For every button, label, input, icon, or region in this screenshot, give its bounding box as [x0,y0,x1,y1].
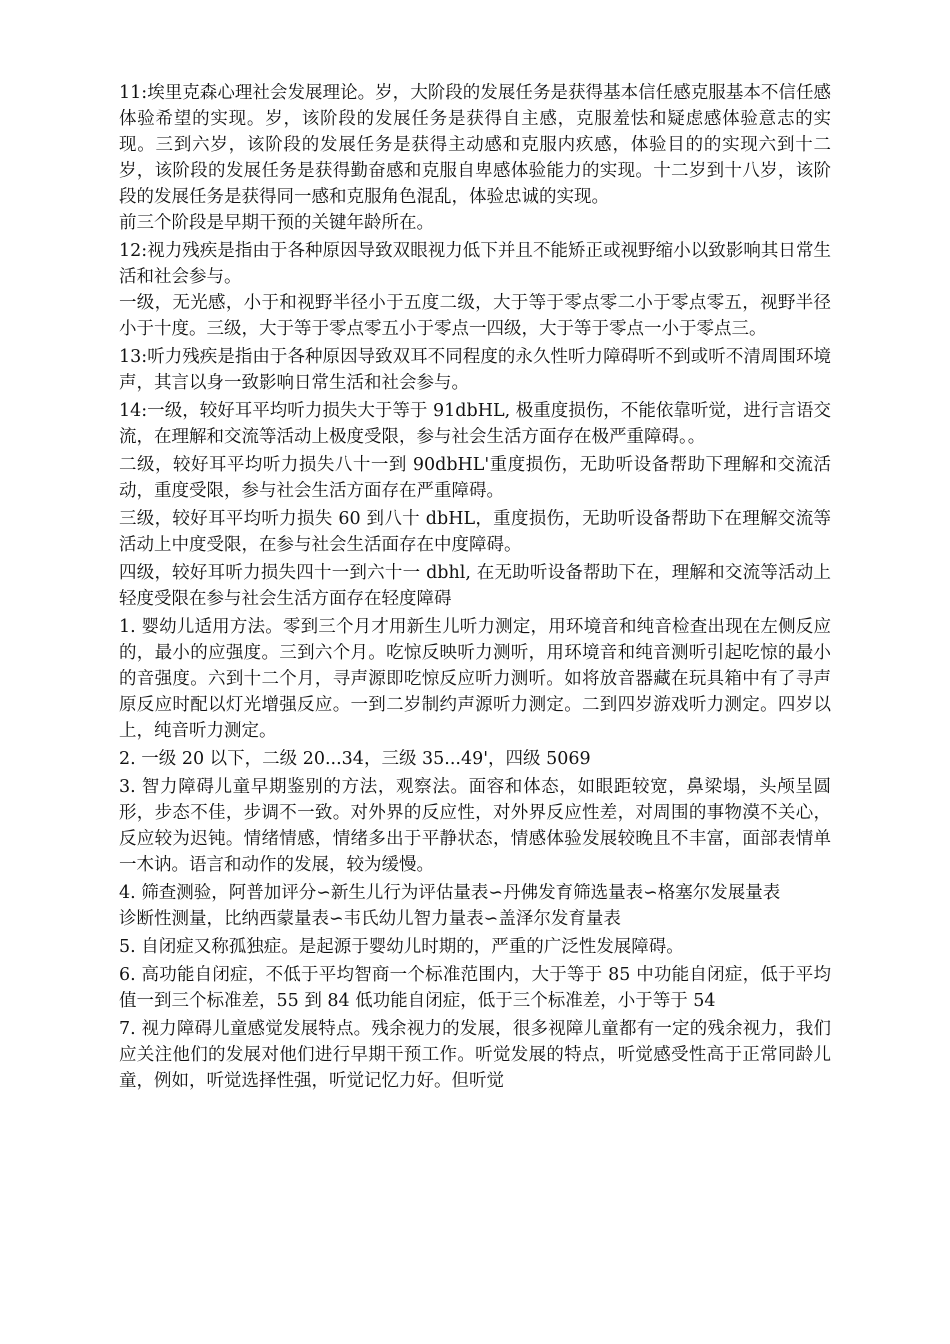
paragraph-early-intervention: 前三个阶段是早期干预的关键年龄所在。 [119,213,434,233]
paragraph-item-1: 1. 婴幼儿适用方法。零到三个月才用新生儿听力测定，用环境音和纯音检查出现在左侧反应的，最小的应强度。三到六个月。吃惊反映听力测听，用环境音和纯音测听引起吃惊的最小的音强度。六到十二个月，寻声源即吃惊反应听力测听。如将放音器藏在玩具箱中有了寻声原反应时配以灯光增强反应。一到二岁制约声源听力测定。二到四岁游戏听力测定。四岁以上，纯音听力测定。 [119,617,831,741]
paragraph-item-7: 7. 视力障碍儿童感觉发展特点。残余视力的发展，很多视障儿童都有一定的残余视力，我们应关注他们的发展对他们进行早期干预工作。听觉发展的特点，听觉感受性高于正常同龄儿童，例如，听觉选择性强，听觉记忆力好。但听觉 [119,1019,831,1091]
paragraph-item-6: 6. 高功能自闭症，不低于平均智商一个标准范围内，大于等于 85 中功能自闭症，低于平均值一到三个标准差，55 到 84 低功能自闭症，低于三个标准差，小于等于 54 [119,965,831,1011]
paragraph-hearing-level-4: 四级，较好耳听力损失四十一到六十一 dbhl, 在无助听设备帮助下在，理解和交流等活动上轻度受限在参与社会生活方面存在轻度障碍 [119,563,831,609]
paragraph-diagnostic-tests: 诊断性测量，比纳西蒙量表∽韦氏幼儿智力量表∽盖泽尔发育量表 [119,909,621,929]
paragraph-item-4: 4. 筛查测验，阿普加评分∽新生儿行为评估量表∽丹佛发育筛选量表∽格塞尔发展量表 [119,883,781,903]
paragraph-hearing-level-3: 三级，较好耳平均听力损失 60 到八十 dbHL，重度损伤，无助听设备帮助下在理解交流等活动上中度受限，在参与社会生活面存在中度障碍。 [119,509,831,555]
paragraph-hearing-level-1: 14:一级，较好耳平均听力损失大于等于 91dbHL, 极重度损伤，不能依靠听觉，进行言语交流，在理解和交流等活动上极度受限，参与社会生活方面存在极严重障碍。。 [119,401,831,447]
paragraph-item-5: 5. 自闭症又称孤独症。是起源于婴幼儿时期的，严重的广泛性发展障碍。 [119,937,684,957]
paragraph-visual-disability-levels: 一级，无光感，小于和视野半径小于五度二级，大于等于零点零二小于零点零五，视野半径小于十度。三级，大于等于零点零五小于零点一四级，大于等于零点一小于零点三。 [119,293,831,339]
paragraph-hearing-level-2: 二级，较好耳平均听力损失八十一到 90dbHL'重度损伤，无助听设备帮助下理解和交流活动，重度受限，参与社会生活方面存在严重障碍。 [119,455,831,501]
paragraph-hearing-disability-definition: 13:听力残疾是指由于各种原因导致双耳不同程度的永久性听力障碍听不到或听不清周围环境声，其言以身一致影响日常生活和社会参与。 [119,347,831,393]
paragraph-visual-disability-definition: 12:视力残疾是指由于各种原因导致双眼视力低下并且不能矫正或视野缩小以致影响其日常生活和社会参与。 [119,241,831,287]
paragraph-item-2: 2. 一级 20 以下，二级 20...34，三级 35...49'，四级 5069 [119,749,591,769]
paragraph-item-3: 3. 智力障碍儿童早期鉴别的方法，观察法。面容和体态，如眼距较宽，鼻梁塌，头颅呈圆形，步态不佳，步调不一致。对外界的反应性，对外界反应性差，对周围的事物漠不关心，反应较为迟钝。情绪情感，情绪多出于平静状态，情感体验发展较晚且不丰富，面部表情单一木讷。语言和动作的发展，较为缓慢。 [119,777,831,875]
document-body [119,80,831,1096]
paragraph-erikson-theory: 11:埃里克森心理社会发展理论。岁，大阶段的发展任务是获得基本信任感克服基本不信任感体验希望的实现。岁，该阶段的发展任务是获得自主感，克服羞怯和疑虑感体验意志的实现。三到六岁，该阶段的发展任务是获得主动感和克服内疚感，体验目的的实现六到十二岁，该阶段的发展任务是获得勤奋感和克服自卑感体验能力的实现。十二岁到十八岁，该阶段的发展任务是获得同一感和克服角色混乱，体验忠诚的实现。 [119,83,831,207]
